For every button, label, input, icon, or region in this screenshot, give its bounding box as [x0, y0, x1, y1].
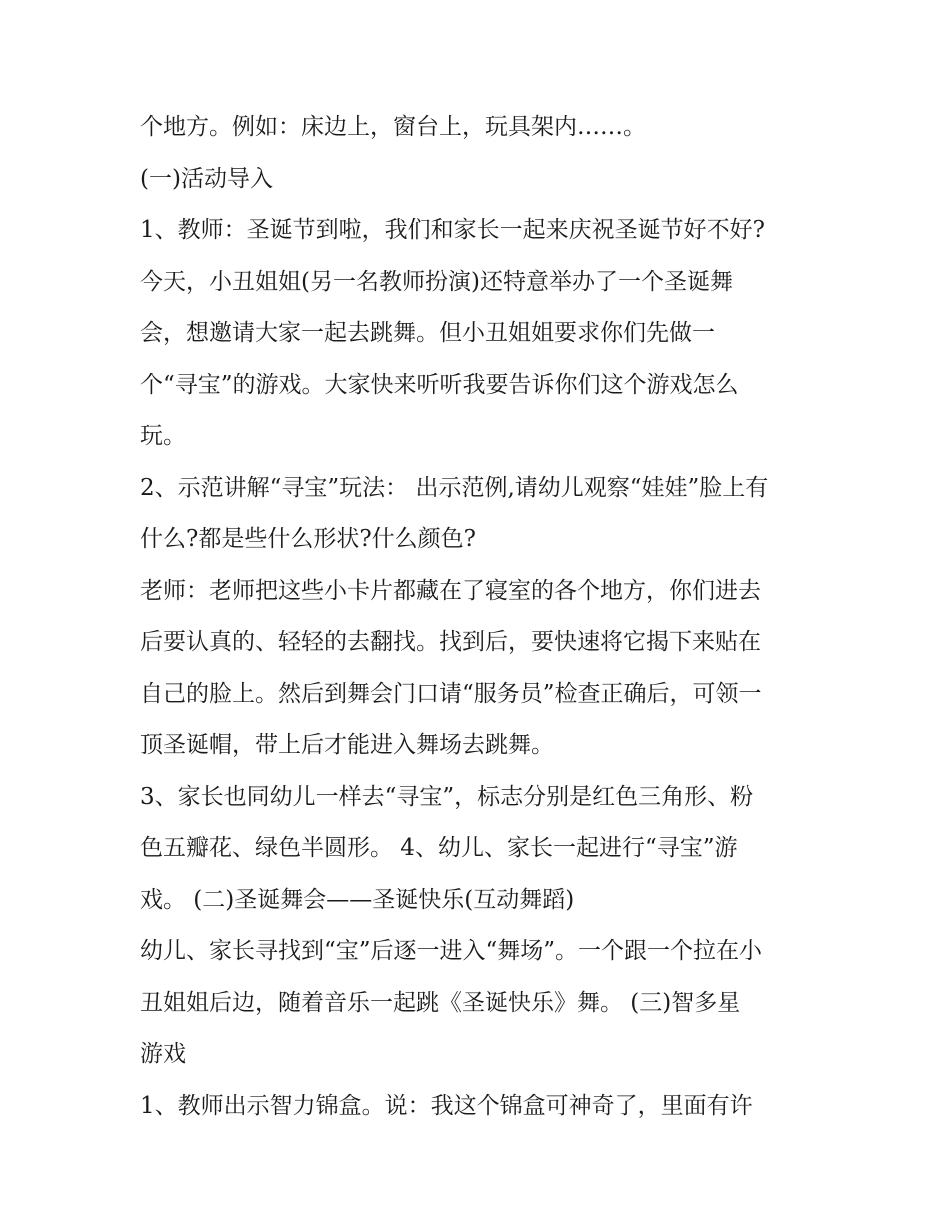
text-line: 丑姐姐后边，随着音乐一起跳《圣诞快乐》舞。 (三)智多星: [140, 989, 741, 1016]
text-line: 色五瓣花、绿色半圆形。 4、幼儿、家长一起进行“寻宝”游: [140, 835, 738, 861]
text-line: 老师：老师把这些小卡片都藏在了寝室的各个地方，你们进去: [140, 577, 761, 604]
text-line: 顶圣诞帽，带上后才能进入舞场去跳舞。: [140, 732, 554, 758]
text-line: 1、教师出示智力锦盒。说：我这个锦盒可神奇了，里面有许: [140, 1092, 753, 1119]
text-line: 个“寻宝”的游戏。大家快来听听我要告诉你们这个游戏怎么: [140, 371, 739, 398]
text-line: 今天，小丑姐姐(另一名教师扮演)还特意举办了一个圣诞舞: [140, 268, 733, 295]
text-line: 戏。 (二)圣诞舞会——圣诞快乐(互动舞蹈): [140, 886, 575, 913]
document-body: [140, 102, 840, 1132]
text-line: 1、教师：圣诞节到啦，我们和家长一起来庆祝圣诞节好不好?: [140, 217, 765, 243]
text-line: 会，想邀请大家一起去跳舞。但小丑姐姐要求你们先做一: [140, 320, 715, 346]
text-line: 3、家长也同幼儿一样去“寻宝”，标志分别是红色三角形、粉: [140, 783, 754, 810]
text-line: 后要认真的、轻轻的去翻找。找到后，要快速将它揭下来贴在: [140, 629, 761, 655]
text-line: 幼儿、家长寻找到“宝”后逐一进入“舞场”。一个跟一个拉在小: [140, 938, 763, 964]
text-line: 自己的脸上。然后到舞会门口请“服务员”检查正确后，可领一: [140, 680, 762, 707]
text-line: 什么?都是些什么形状?什么颜色?: [140, 526, 476, 552]
text-line: 2、示范讲解“寻宝”玩法： 出示范例,请幼儿观察“娃娃”脸上有: [140, 474, 769, 501]
text-line: 个地方。例如：床边上，窗台上，玩具架内……。: [140, 114, 646, 140]
section-heading: (一)活动导入: [140, 165, 273, 192]
text-line: 玩。: [140, 423, 186, 449]
text-line: 游戏: [140, 1041, 186, 1067]
